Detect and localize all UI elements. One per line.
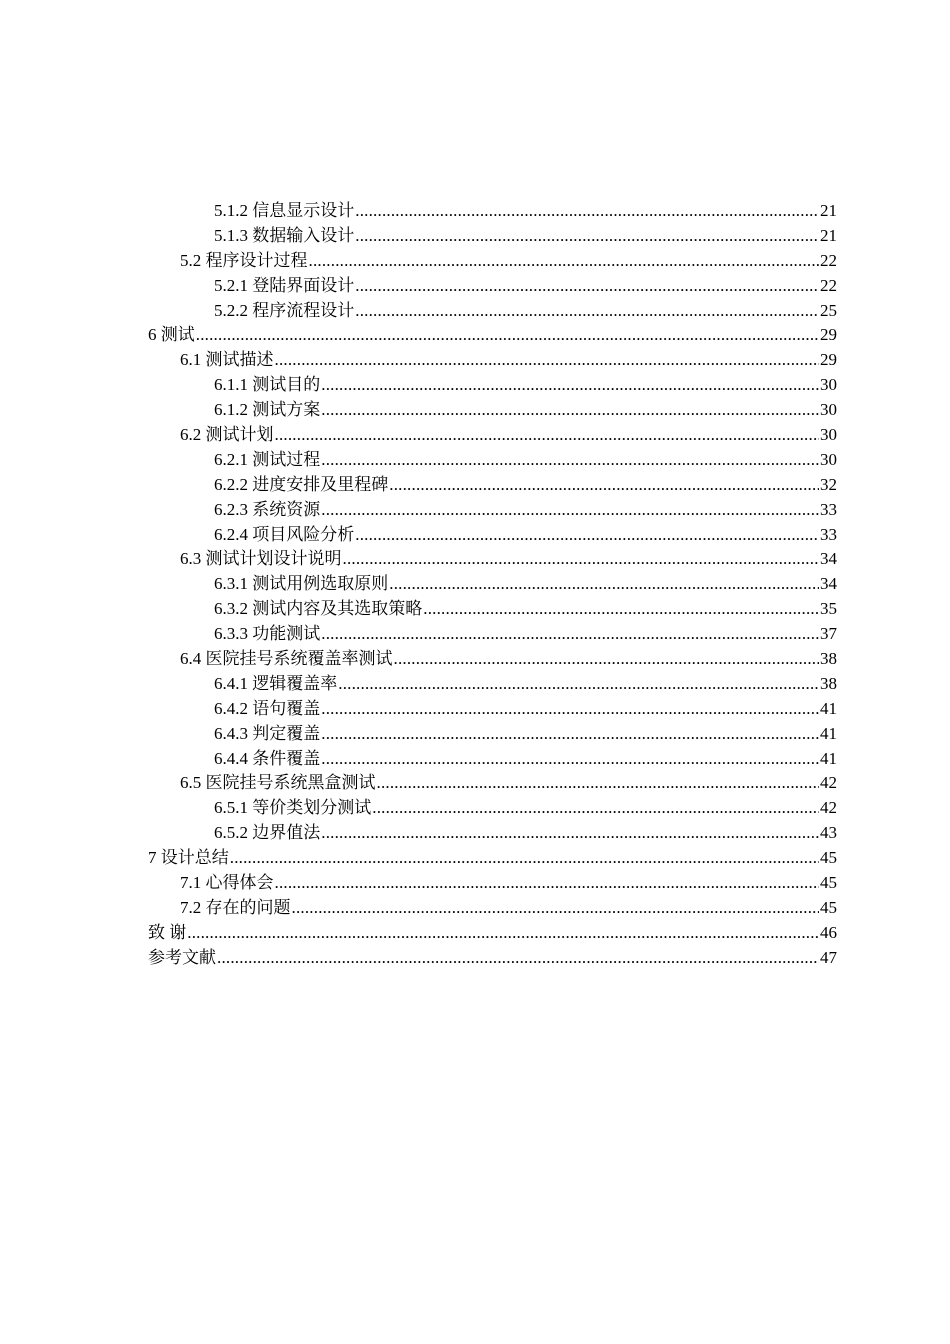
toc-entry[interactable] xyxy=(148,323,837,348)
toc-dot-leader xyxy=(321,747,819,772)
toc-entry-title: 6.2.2 进度安排及里程碑 xyxy=(214,474,389,494)
toc-entry-page-number: 43 xyxy=(820,823,837,843)
toc-entry-page-number: 33 xyxy=(820,499,837,519)
toc-entry-title: 7.2 存在的问题 xyxy=(180,897,291,917)
toc-dot-leader xyxy=(292,896,820,921)
toc-entry-title: 6.3.2 测试内容及其选取策略 xyxy=(214,599,423,619)
toc-entry[interactable] xyxy=(148,473,837,498)
toc-entry-title: 6.2.3 系统资源 xyxy=(214,499,321,519)
toc-entry-title: 6.3 测试计划设计说明 xyxy=(180,549,342,569)
toc-entry-page-number: 35 xyxy=(820,599,837,619)
toc-entry[interactable] xyxy=(148,274,837,299)
toc-entry-page-number: 42 xyxy=(820,798,837,818)
toc-entry-title: 6.5.1 等价类划分测试 xyxy=(214,798,372,818)
toc-dot-leader xyxy=(321,722,819,747)
toc-dot-leader xyxy=(338,672,819,697)
toc-dot-leader xyxy=(394,647,820,672)
toc-entry-title: 6.3.3 功能测试 xyxy=(214,624,321,644)
toc-entry-page-number: 41 xyxy=(820,748,837,768)
toc-entry-title: 6.3.1 测试用例选取原则 xyxy=(214,574,389,594)
toc-dot-leader xyxy=(355,523,819,548)
toc-entry-title: 6.5.2 边界值法 xyxy=(214,823,321,843)
toc-dot-leader xyxy=(309,249,820,274)
toc-entry-page-number: 29 xyxy=(820,325,837,345)
toc-entry[interactable] xyxy=(148,498,837,523)
toc-entry[interactable] xyxy=(148,771,837,796)
toc-entry-title: 6.4.4 条件覆盖 xyxy=(214,748,321,768)
toc-dot-leader xyxy=(423,597,819,622)
toc-entry-page-number: 30 xyxy=(820,400,837,420)
toc-entry-page-number: 45 xyxy=(820,848,837,868)
toc-entry-title: 5.2.1 登陆界面设计 xyxy=(214,275,355,295)
toc-dot-leader xyxy=(321,498,819,523)
toc-entry-page-number: 30 xyxy=(820,375,837,395)
toc-entry[interactable] xyxy=(148,249,837,274)
table-of-contents xyxy=(148,199,837,971)
toc-entry[interactable] xyxy=(148,398,837,423)
toc-dot-leader xyxy=(321,622,819,647)
toc-entry[interactable] xyxy=(148,523,837,548)
toc-dot-leader xyxy=(389,572,819,597)
toc-entry-title: 5.1.2 信息显示设计 xyxy=(214,201,355,220)
toc-entry-page-number: 41 xyxy=(820,723,837,743)
toc-entry-title: 6.2.1 测试过程 xyxy=(214,449,321,469)
toc-entry-page-number: 41 xyxy=(820,698,837,718)
toc-dot-leader xyxy=(321,448,819,473)
toc-dot-leader xyxy=(321,398,819,423)
toc-dot-leader xyxy=(355,299,819,324)
toc-dot-leader xyxy=(372,796,819,821)
toc-entry-title: 6 测试 xyxy=(148,325,195,345)
toc-entry-page-number: 38 xyxy=(820,649,837,669)
toc-entry-title: 6.1.1 测试目的 xyxy=(214,375,321,395)
toc-dot-leader xyxy=(355,224,819,249)
toc-entry[interactable] xyxy=(148,647,837,672)
toc-entry-title: 5.2 程序设计过程 xyxy=(180,250,308,270)
toc-entry-page-number: 34 xyxy=(820,549,837,569)
toc-entry[interactable] xyxy=(148,224,837,249)
toc-dot-leader xyxy=(275,871,820,896)
toc-dot-leader xyxy=(275,348,820,373)
toc-entry-page-number: 25 xyxy=(820,300,837,320)
toc-dot-leader xyxy=(321,821,819,846)
toc-dot-leader xyxy=(230,846,819,871)
toc-entry[interactable] xyxy=(148,597,837,622)
toc-entry[interactable] xyxy=(148,199,837,224)
toc-dot-leader xyxy=(389,473,819,498)
toc-entry[interactable] xyxy=(148,448,837,473)
toc-entry[interactable] xyxy=(148,672,837,697)
toc-entry-page-number: 32 xyxy=(820,474,837,494)
toc-entry[interactable] xyxy=(148,423,837,448)
toc-entry[interactable] xyxy=(148,697,837,722)
toc-entry-title: 参考文献 xyxy=(148,947,216,967)
toc-entry-title: 6.4.1 逻辑覆盖率 xyxy=(214,673,338,693)
toc-entry-page-number: 21 xyxy=(820,225,837,245)
toc-entry-title: 6.1.2 测试方案 xyxy=(214,400,321,420)
toc-dot-leader xyxy=(217,946,819,971)
toc-entries xyxy=(148,199,837,971)
toc-entry-title: 7.1 心得体会 xyxy=(180,873,274,893)
toc-dot-leader xyxy=(187,921,819,946)
toc-entry-page-number: 34 xyxy=(820,574,837,594)
toc-entry-title: 6.4.3 判定覆盖 xyxy=(214,723,321,743)
toc-entry[interactable] xyxy=(148,896,837,921)
toc-entry-title: 6.2.4 项目风险分析 xyxy=(214,524,355,544)
toc-entry[interactable] xyxy=(148,747,837,772)
toc-entry-title: 6.1 测试描述 xyxy=(180,350,274,370)
toc-entry[interactable] xyxy=(148,946,837,971)
toc-dot-leader xyxy=(355,274,819,299)
toc-entry-page-number: 45 xyxy=(820,873,837,893)
toc-dot-leader xyxy=(377,771,820,796)
toc-entry[interactable] xyxy=(148,572,837,597)
toc-entry-page-number: 46 xyxy=(820,922,837,942)
toc-entry-title: 5.1.3 数据输入设计 xyxy=(214,225,355,245)
toc-entry[interactable] xyxy=(148,821,837,846)
toc-entry-page-number: 22 xyxy=(820,275,837,295)
toc-entry[interactable] xyxy=(148,921,837,946)
toc-entry-page-number: 30 xyxy=(820,449,837,469)
toc-entry[interactable] xyxy=(148,871,837,896)
toc-dot-leader xyxy=(196,323,819,348)
toc-entry-page-number: 37 xyxy=(820,624,837,644)
toc-entry-title: 6.5 医院挂号系统黑盒测试 xyxy=(180,773,376,793)
toc-entry[interactable] xyxy=(148,547,837,572)
toc-entry-page-number: 33 xyxy=(820,524,837,544)
toc-entry-title: 5.2.2 程序流程设计 xyxy=(214,300,355,320)
toc-dot-leader xyxy=(343,547,820,572)
toc-entry-page-number: 29 xyxy=(820,350,837,370)
toc-entry-page-number: 22 xyxy=(820,250,837,270)
toc-dot-leader xyxy=(321,373,819,398)
toc-entry-page-number: 42 xyxy=(820,773,837,793)
toc-entry-title: 6.2 测试计划 xyxy=(180,425,274,445)
toc-entry[interactable] xyxy=(148,722,837,747)
toc-entry[interactable] xyxy=(148,622,837,647)
toc-entry-page-number: 47 xyxy=(820,947,837,967)
toc-entry-page-number: 21 xyxy=(820,201,837,220)
toc-entry[interactable] xyxy=(148,299,837,324)
toc-entry[interactable] xyxy=(148,348,837,373)
toc-entry[interactable] xyxy=(148,846,837,871)
toc-entry-title: 6.4.2 语句覆盖 xyxy=(214,698,321,718)
toc-entry-title: 致 谢 xyxy=(148,922,187,942)
toc-dot-leader xyxy=(321,697,819,722)
toc-entry-page-number: 45 xyxy=(820,897,837,917)
toc-entry-page-number: 30 xyxy=(820,425,837,445)
toc-dot-leader xyxy=(355,199,819,224)
toc-entry-page-number: 38 xyxy=(820,673,837,693)
toc-entry[interactable] xyxy=(148,373,837,398)
toc-entry-title: 6.4 医院挂号系统覆盖率测试 xyxy=(180,649,393,669)
toc-entry-title: 7 设计总结 xyxy=(148,848,229,868)
toc-entry[interactable] xyxy=(148,796,837,821)
toc-dot-leader xyxy=(275,423,820,448)
